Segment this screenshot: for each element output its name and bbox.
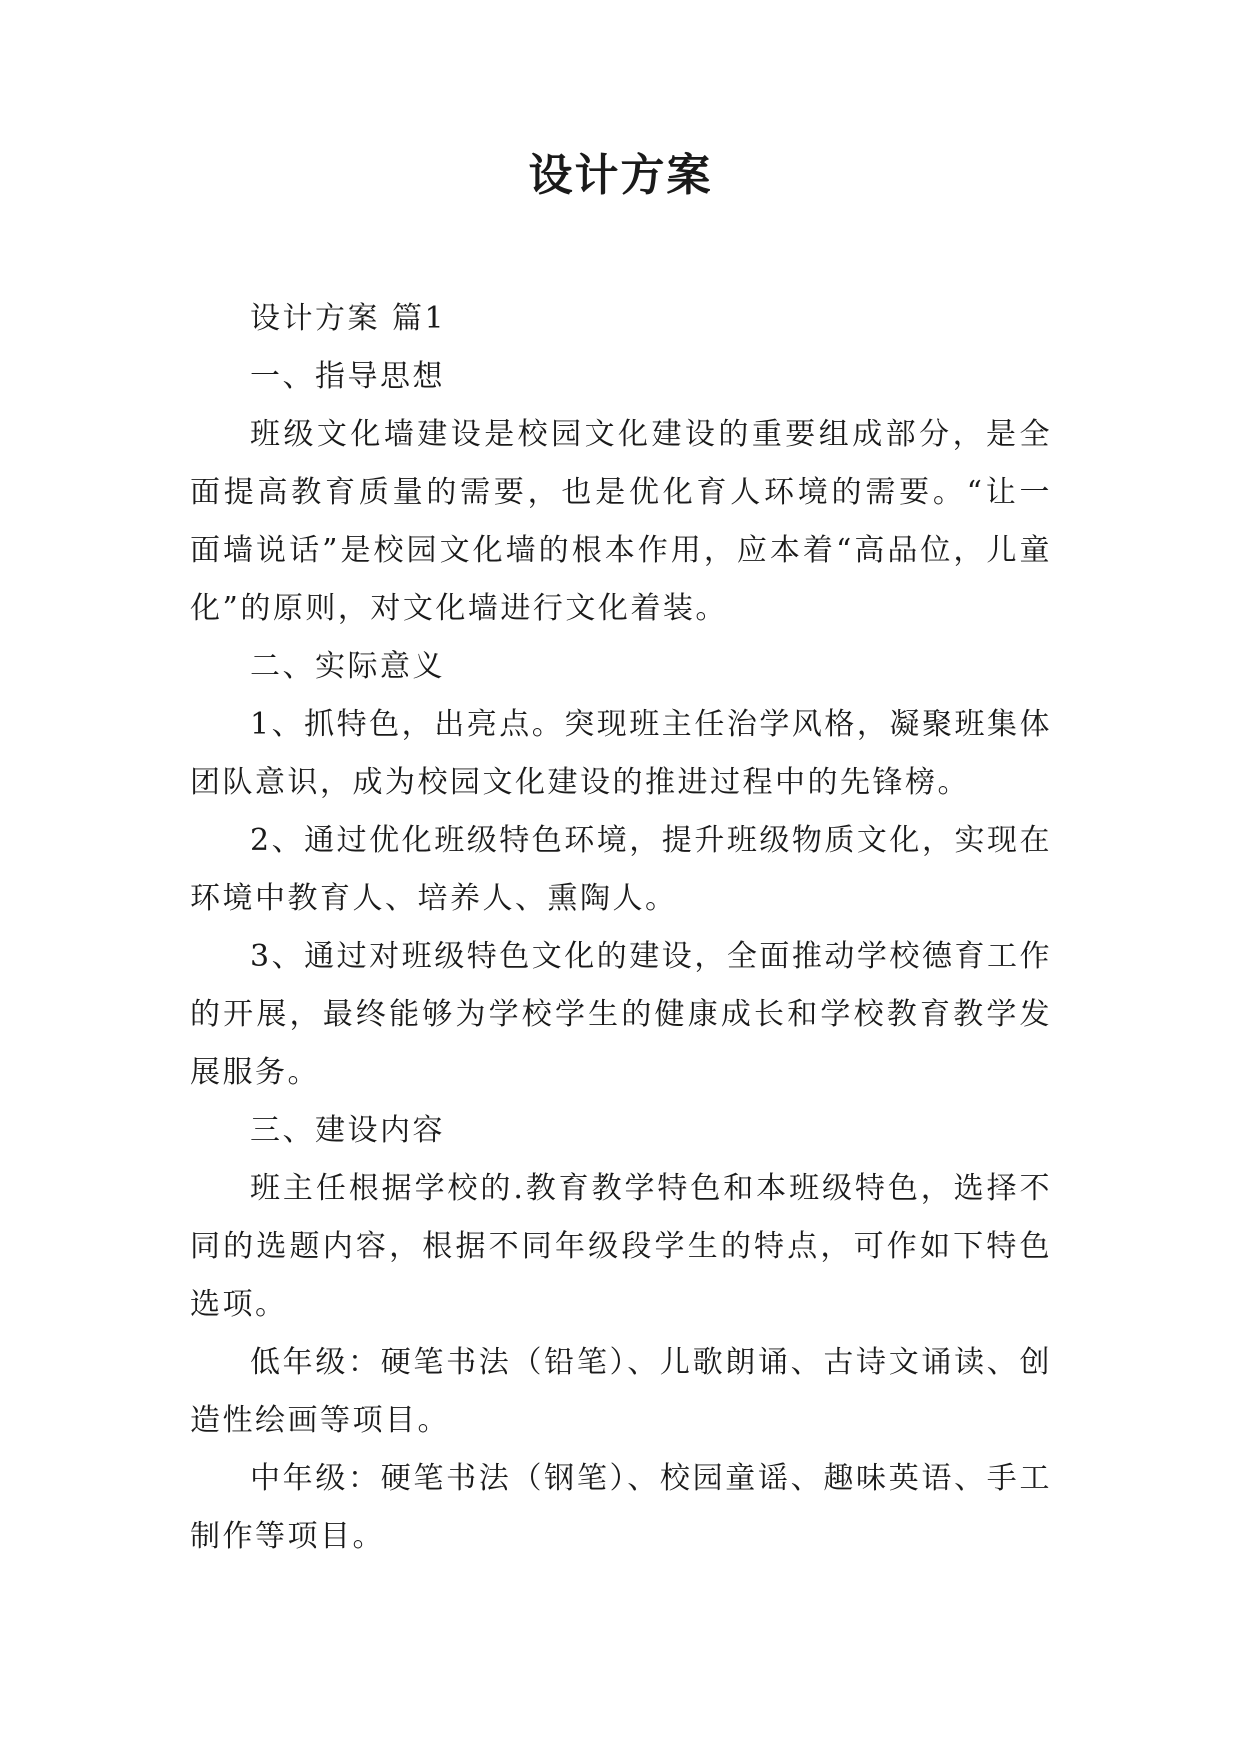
section-heading-content: 三、建设内容	[250, 1113, 445, 1148]
paragraph-significance-1: 1、抓特色，出亮点。突现班主任治学风格，凝聚班集体团队意识，成为校园文化建设的推进过程中的先锋榜。	[190, 707, 1052, 800]
paragraph-content-intro: 班主任根据学校的.教育教学特色和本班级特色，选择不同的选题内容，根据不同年级段学生的特点，可作如下特色选项。	[190, 1171, 1052, 1322]
document-title: 设计方案	[528, 150, 713, 201]
section-heading-guiding-thought: 一、指导思想	[250, 359, 445, 394]
paragraph-guiding-thought: 班级文化墙建设是校园文化建设的重要组成部分，是全面提高教育质量的需要，也是优化育人环境的需要。“让一面墙说话”是校园文化墙的根本作用，应本着“高品位，儿童化”的原则，对文化墙进行文化着装。	[190, 417, 1052, 626]
paragraph-lower-grade: 低年级：硬笔书法（铅笔）、儿歌朗诵、古诗文诵读、创造性绘画等项目。	[190, 1345, 1052, 1438]
paragraph-middle-grade: 中年级：硬笔书法（钢笔）、校园童谣、趣味英语、手工制作等项目。	[190, 1461, 1052, 1554]
paragraph-significance-3: 3、通过对班级特色文化的建设，全面推动学校德育工作的开展，最终能够为学校学生的健康成长和学校教育教学发展服务。	[190, 939, 1052, 1090]
paragraph-significance-2: 2、通过优化班级特色环境，提升班级物质文化，实现在环境中教育人、培养人、熏陶人。	[190, 823, 1052, 916]
document-body	[190, 290, 1052, 1566]
section-heading-significance: 二、实际意义	[250, 649, 445, 684]
section-heading-part: 设计方案 篇1	[250, 301, 447, 336]
